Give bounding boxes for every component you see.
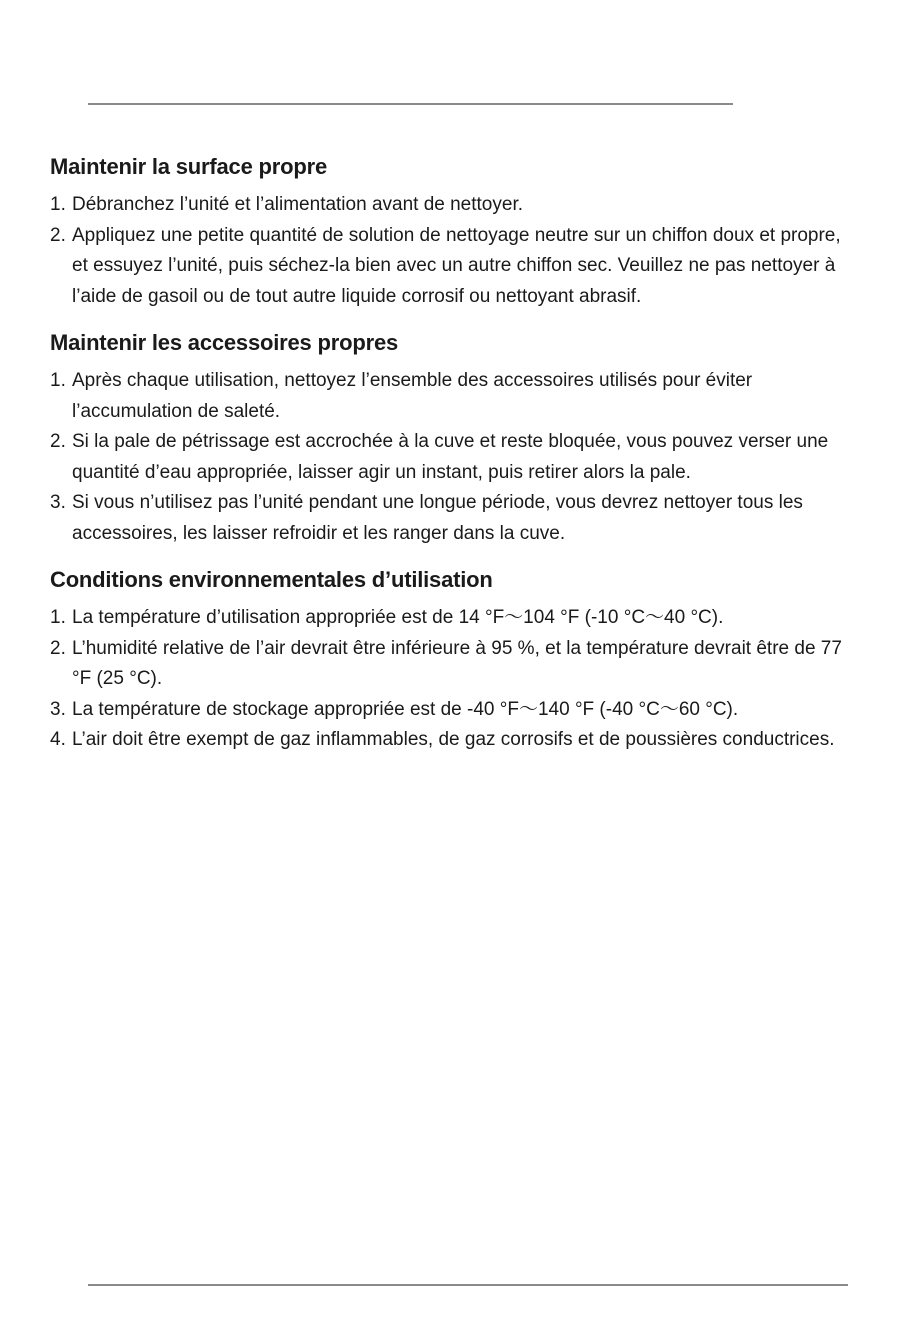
section-environmental-conditions: [50, 563, 860, 756]
list-item: 4. L’air doit être exempt de gaz inflammables, de gaz corrosifs et de poussières conductrices.: [50, 729, 835, 750]
list-item: 1. La température d’utilisation appropriée est de 14 °F～104 °F (-10 °C～40 °C).: [50, 607, 724, 628]
section-accessories-cleaning: [50, 326, 860, 549]
list-item: 2. Appliquez une petite quantité de solution de nettoyage neutre sur un chiffon doux et propre, et essuyez l’unité, puis séchez-la bien avec un autre chiffon sec. Veuillez ne pas nettoyer à l’aide de gasoil ou de tout autre liquide corrosif ou nettoyant abrasif.: [50, 224, 841, 307]
list-item: 2. Si la pale de pétrissage est accrochée à la cuve et reste bloquée, vous pouvez verser une quantité d’eau appropriée, laisser agir un instant, puis retirer alors la pale.: [50, 431, 829, 483]
list-item: 1. Après chaque utilisation, nettoyez l’ensemble des accessoires utilisés pour éviter l’accumulation de saleté.: [50, 370, 753, 422]
section-heading: Maintenir la surface propre: [50, 154, 328, 179]
list-item: 3. La température de stockage appropriée est de -40 °F～140 °F (-40 °C～60 °C).: [50, 698, 739, 720]
section-heading: Maintenir les accessoires propres: [50, 330, 399, 355]
section-surface-cleaning: [50, 150, 860, 312]
page-content: [50, 150, 860, 756]
section-heading: Conditions environnementales d’utilisation: [50, 567, 493, 592]
instruction-list: [50, 190, 860, 312]
list-item: 2. L’humidité relative de l’air devrait être inférieure à 95 %, et la température devrait être de 77 °F (25 °C).: [50, 637, 842, 689]
bottom-divider: [88, 1284, 848, 1286]
instruction-list: [50, 603, 860, 756]
instruction-list: [50, 366, 860, 549]
top-divider: [88, 103, 733, 105]
list-item: 3. Si vous n’utilisez pas l’unité pendant une longue période, vous devrez nettoyer tous les accessoires, les laisser refroidir et les ranger dans la cuve.: [50, 492, 803, 544]
list-item: 1. Débranchez l’unité et l’alimentation avant de nettoyer.: [50, 194, 523, 215]
